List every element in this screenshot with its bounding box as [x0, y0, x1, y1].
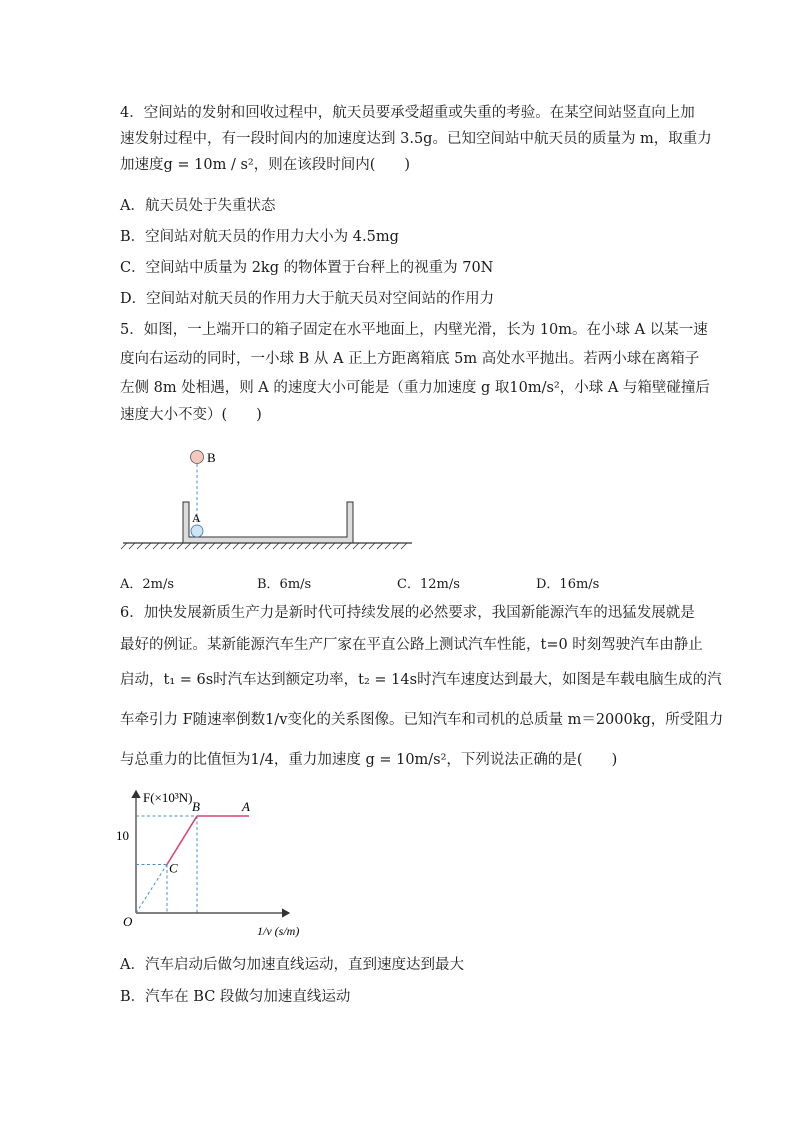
ball-b [191, 451, 204, 464]
q5-option-d[interactable]: D．16m/s [536, 577, 600, 592]
guide-origin-to-c [136, 865, 167, 914]
q4-stem-line-2: 速发射过程中，有一段时间内的加速度达到 3.5g。已知空间站中航天员的质量为 m，取重力 [120, 131, 712, 147]
q4-stem-line-3: 加速度g = 10m / s²，则在该段时间内( ) [120, 157, 411, 173]
origin-label: O [123, 914, 133, 929]
ball-a [191, 525, 203, 537]
q5-option-c[interactable]: C．12m/s [397, 577, 460, 592]
y-axis-label: F(×10³N) [143, 790, 193, 805]
q4-option-c[interactable]: C．空间站中质量为 2kg 的物体置于台秤上的视重为 70N [120, 260, 494, 276]
f-vs-inverse-v-chart [115, 785, 305, 945]
ground-hatch [121, 543, 407, 549]
q6-stem-line-3: 启动，t₁ = 6s时汽车达到额定功率，t₂ = 14s时汽车速度达到最大，如图是车载电脑生成的汽 [120, 672, 722, 688]
point-label-b: B [192, 799, 200, 814]
ball-b-label: B [207, 450, 216, 465]
q6-option-b[interactable]: B．汽车在 BC 段做匀加速直线运动 [120, 989, 351, 1005]
q5-option-b[interactable]: B．6m/s [257, 577, 312, 592]
q5-stem-line-4: 速度大小不变）( ) [120, 407, 262, 423]
q6-stem-line-2: 最好的例证。某新能源汽车生产厂家在平直公路上测试汽车性能，t=0 时刻驾驶汽车由静止 [120, 637, 703, 653]
q4-option-a[interactable]: A．航天员处于失重状态 [120, 198, 276, 214]
q4-option-d[interactable]: D．空间站对航天员的作用力大于航天员对空间站的作用力 [120, 291, 495, 307]
q5-option-a[interactable]: A．2m/s [120, 577, 175, 592]
q6-option-a[interactable]: A．汽车启动后做匀加速直线运动，直到速度达到最大 [120, 957, 464, 973]
point-label-c: C [169, 860, 178, 876]
q5-stem-line-3: 左侧 8m 处相遇，则 A 的速度大小可能是（重力加速度 g 取10m/s²，小球 A 与箱壁碰撞后 [120, 380, 710, 396]
q6-stem-line-4: 车牵引力 F随速率倒数1/v变化的关系图像。已知汽车和司机的总质量 m＝2000kg，所受阻力 [120, 712, 724, 728]
y-tick-label-10: 10 [116, 828, 129, 843]
point-label-a: A [242, 799, 250, 814]
x-axis-label: 1/v (s/m) [257, 924, 300, 938]
ball-a-label: A [192, 511, 201, 525]
segment-cb [167, 816, 197, 865]
q5-stem-line-2: 度向右运动的同时，一小球 B 从 A 正上方距离箱底 5m 高处水平抛出。若两小球在离箱子 [120, 351, 700, 367]
q4-option-b[interactable]: B．空间站对航天员的作用力大小为 4.5mg [120, 229, 399, 245]
q5-stem-line-1: 5．如图，一上端开口的箱子固定在水平地面上，内壁光滑，长为 10m。在小球 A 以某一速 [120, 322, 708, 338]
q6-stem-line-1: 6．加快发展新质生产力是新时代可持续发展的必然要求，我国新能源汽车的迅猛发展就是 [120, 605, 695, 621]
box [183, 502, 353, 543]
q5-box-figure [115, 440, 420, 555]
q6-stem-line-5: 与总重力的比值恒为1/4，重力加速度 g = 10m/s²，下列说法正确的是( ) [120, 752, 618, 768]
q4-stem-line-1: 4．空间站的发射和回收过程中，航天员要承受超重或失重的考验。在某空间站竖直向上加 [120, 105, 695, 121]
